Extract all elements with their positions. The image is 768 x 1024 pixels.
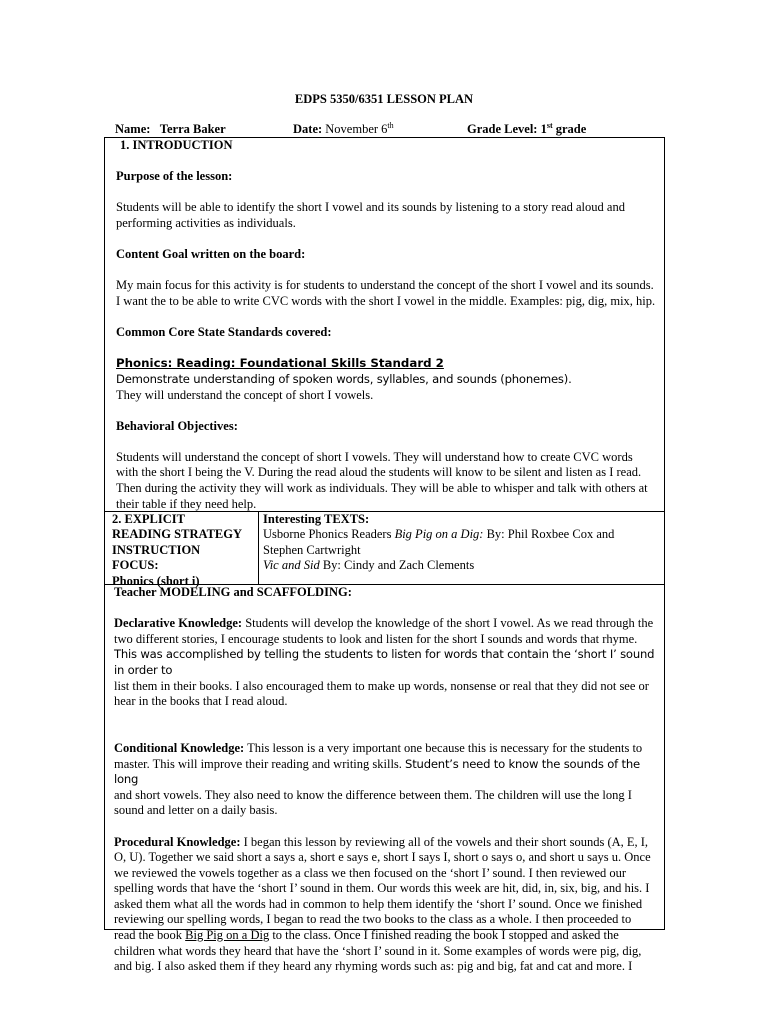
modeling-heading: Teacher MODELING and SCAFFOLDING: [114, 585, 352, 599]
text-1-line-2: Stephen Cartwright [263, 542, 361, 557]
date-field [293, 122, 394, 137]
purpose-text-2: performing activities as individuals. [116, 215, 296, 230]
introduction-section [104, 137, 665, 512]
date-label: Date: [293, 122, 323, 136]
content-goal-label: Content Goal written on the board: [116, 247, 306, 262]
conditional-line-3: and short vowels. They also need to know the difference between them. The children will use the long I [114, 787, 632, 802]
procedural-line-2: O, U). Together we said short a says a, short e says e, short I says I, short o says o, and short u says u. Once [114, 850, 651, 865]
procedural-line-3: we reviewed the vowels together as a class we then focused on the ‘short I’ sound. I then reviewed our [114, 865, 627, 880]
text-1-line-1: Usborne Phonics Readers Big Pig on a Dig: By: Phil Roxbee Cox and [263, 527, 615, 542]
strategy-line-4: FOCUS: [112, 558, 159, 573]
grade-label: Grade Level: 1 [467, 122, 547, 136]
strategy-line-5: Phonics (short i) [112, 573, 200, 588]
grade-tail: grade [552, 122, 587, 136]
book-title-link: Big Pig on a Dig [185, 928, 270, 943]
standard-description: Demonstrate understanding of spoken words, syllables, and sounds (phonemes). [116, 371, 572, 386]
strategy-line-3: INSTRUCTION [112, 542, 201, 557]
modeling-scaffolding-section [104, 584, 665, 974]
procedural-line-7: read the book Big Pig on a Dig to the class. Once I finished reading the book I stopped and asked the [114, 928, 619, 943]
content-goal-text-2: I want the to be able to write CVC words with the short I vowel in the middle. Examples: pig, dig, mix, hip. [116, 293, 656, 308]
standard-note: They will understand the concept of short I vowels. [116, 387, 374, 402]
procedural-line-5: asked them what all the words had in common to help them identify the ‘short I’ sound. Once we finished [114, 896, 643, 911]
behavioral-text-2: with the short I being the V. During the read aloud the students will know to be silent and listen as I read. [116, 465, 642, 480]
text-1-title: Big Pig on a Dig: [394, 527, 484, 542]
behavioral-text-3: Then during the activity they will work as individuals. They will be able to whisper and talk with others at [116, 481, 648, 496]
ccss-label: Common Core State Standards covered: [116, 325, 332, 340]
declarative-line-5: hear in the books that I read aloud. [114, 694, 288, 709]
purpose-text-1: Students will be able to identify the short I vowel and its sounds by listening to a story read aloud and [116, 200, 625, 215]
declarative-line-1: Declarative Knowledge: Students will develop the knowledge of the short I vowel. As we read through the [114, 616, 654, 631]
procedural-line-6: reviewing our spelling words, I began to read the two books to the class as a whole. I then proceeded to [114, 912, 632, 927]
interesting-texts-cell [258, 511, 665, 585]
behavioral-text-4: their table if they need help. [116, 496, 257, 511]
document-title: EDPS 5350/6351 LESSON PLAN [294, 92, 474, 106]
content-goal-text-1: My main focus for this activity is for students to understand the concept of the short I vowel and its sounds. [116, 278, 654, 293]
grade-field [467, 122, 586, 137]
procedural-line-4: spelling words that have the ‘short I’ sound in them. Our words this week are hit, did, in, six, big, and his. I [114, 881, 650, 896]
procedural-label: Procedural Knowledge: [114, 834, 241, 849]
strategy-line-2: READING STRATEGY [112, 527, 242, 542]
standard-title: Phonics: Reading: Foundational Skills Standard 2 [116, 356, 444, 371]
text-2-title: Vic and Sid [263, 558, 320, 573]
name-label: Name: [115, 122, 151, 136]
procedural-line-1: Procedural Knowledge: I began this lesson by reviewing all of the vowels and their short sounds (A, E, I, [114, 834, 649, 849]
conditional-line-2: master. This will improve their reading and writing skills. Student’s need to know the sounds of the long [114, 756, 640, 787]
strategy-focus-cell [104, 511, 259, 588]
text-2-line: Vic and Sid By: Cindy and Zach Clements [263, 558, 475, 573]
strategy-line-1: 2. EXPLICIT [112, 512, 185, 526]
declarative-label: Declarative Knowledge: [114, 616, 243, 631]
introduction-heading: 1. INTRODUCTION [120, 138, 233, 152]
behavioral-text-1: Students will understand the concept of short I vowels. They will understand how to create CVC words [116, 449, 633, 464]
conditional-label: Conditional Knowledge: [114, 740, 245, 755]
date-value: November 6 [325, 122, 388, 136]
date-suffix: th [387, 120, 394, 130]
purpose-label: Purpose of the lesson: [116, 169, 233, 184]
declarative-line-3: This was accomplished by telling the students to listen for words that contain the ‘short I’ sound in order to [114, 647, 655, 677]
procedural-line-8: children what words they heard that have the ‘short I’ sound in it. Some examples of words were pig, dig, [114, 943, 642, 958]
texts-label: Interesting TEXTS: [263, 512, 370, 526]
conditional-line-1: Conditional Knowledge: This lesson is a very important one because this is necessary for the students to [114, 740, 643, 755]
name-field [115, 122, 226, 137]
procedural-line-9: and big. I also asked them if they heard any rhyming words such as: pig and big, fat and cat and more. I [114, 959, 633, 974]
behavioral-objectives-label: Behavioral Objectives: [116, 418, 238, 433]
declarative-line-4: list them in their books. I also encouraged them to make up words, nonsense or real that they did not see or [114, 678, 649, 693]
declarative-line-2: two different stories, I encourage students to look and listen for the short I sounds and words that rhyme. [114, 631, 638, 646]
name-value: Terra Baker [159, 122, 226, 136]
grade-suffix: st [546, 120, 553, 130]
conditional-line-4: sound and letter on a daily basis. [114, 803, 278, 818]
